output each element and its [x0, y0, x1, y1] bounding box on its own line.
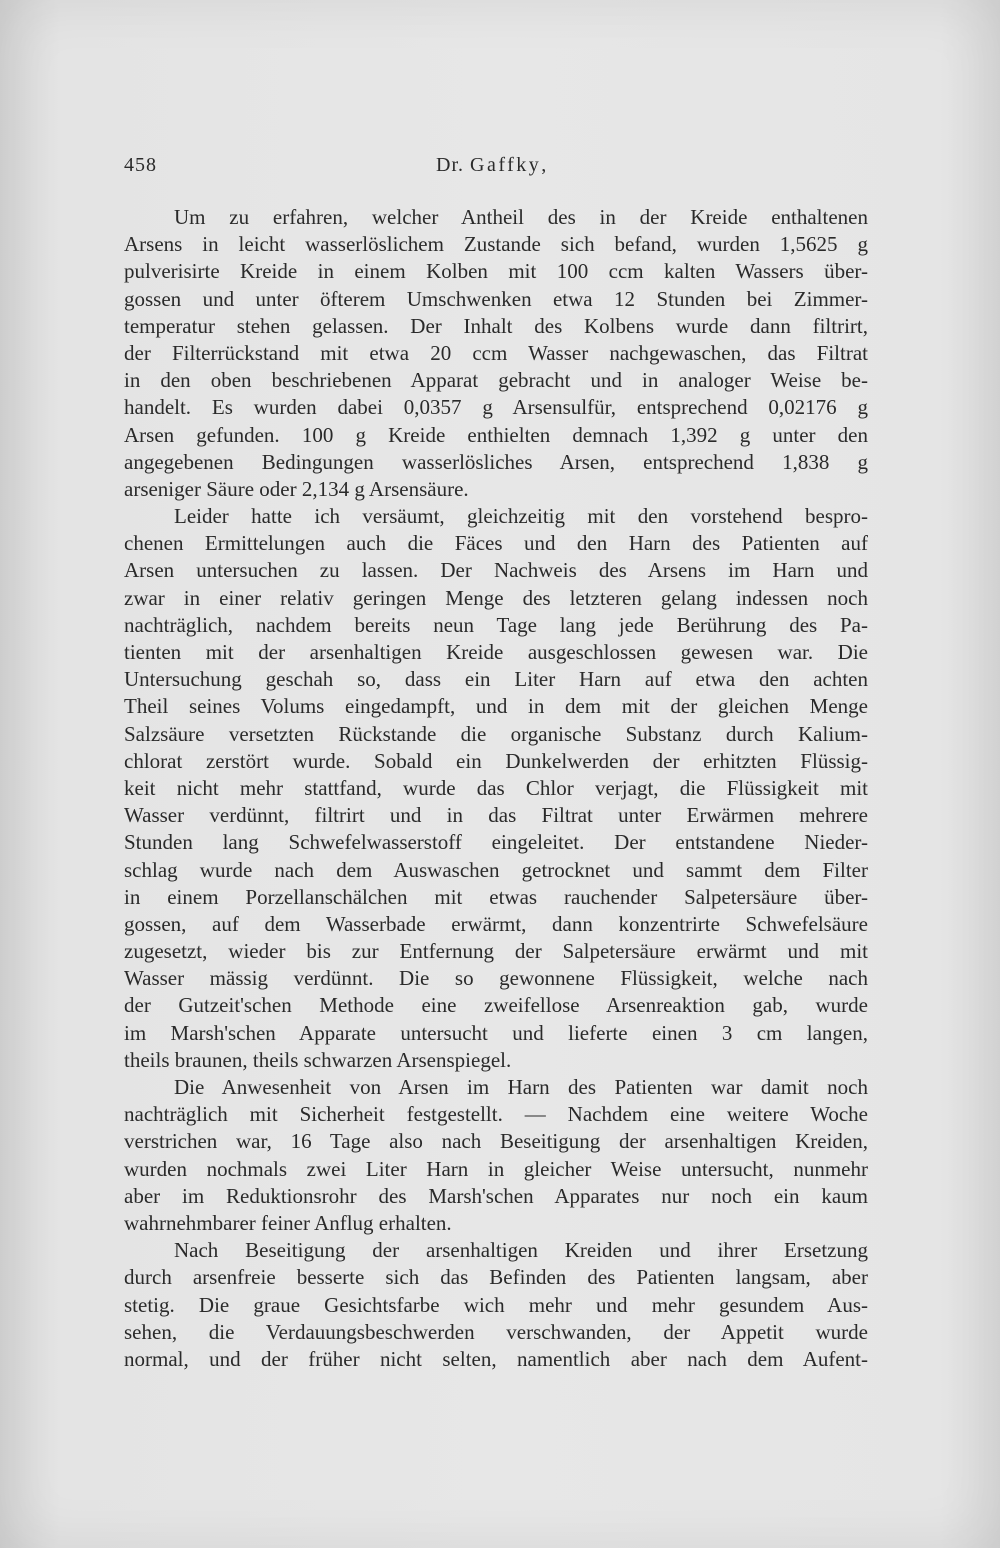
text-line: wahrnehmbarer feiner Anflug erhalten.: [124, 1210, 452, 1235]
text-line: normal, und der früher nicht selten, namentlich aber nach dem Aufent-: [124, 1346, 868, 1371]
author-name: Gaffky: [470, 154, 542, 176]
text-line: Wasser verdünnt, filtrirt und in das Filtrat unter Erwärmen mehrere: [124, 803, 868, 828]
text-line: angegebenen Bedingungen wasserlösliches Arsen, entsprechend 1,838 g: [124, 449, 868, 474]
text-line: der Filterrückstand mit etwa 20 ccm Wasser nachgewaschen, das Filtrat: [124, 340, 868, 365]
text-line: keit nicht mehr stattfand, wurde das Chlor verjagt, die Flüssigkeit mit: [124, 775, 868, 800]
text-line: aber im Reduktionsrohr des Marsh'schen Apparates nur noch ein kaum: [124, 1183, 868, 1208]
text-line: gossen, auf dem Wasserbade erwärmt, dann konzentrirte Schwefelsäure: [124, 911, 868, 936]
text-line: Die Anwesenheit von Arsen im Harn des Patienten war damit noch: [174, 1075, 868, 1099]
text-line: gossen und unter öfterem Umschwenken etwa 12 Stunden bei Zimmer-: [124, 286, 868, 311]
text-line: durch arsenfreie besserte sich das Befinden des Patienten langsam, aber: [124, 1265, 868, 1290]
text-line: nachträglich, nachdem bereits neun Tage lang jede Berührung des Pa-: [124, 612, 868, 637]
text-line: verstrichen war, 16 Tage also nach Beseitigung der arsenhaltigen Kreiden,: [124, 1129, 868, 1154]
text-line: im Marsh'schen Apparate untersucht und lieferte einen 3 cm langen,: [124, 1020, 868, 1045]
text-line: zugesetzt, wieder bis zur Entfernung der Salpetersäure erwärmt und mit: [124, 939, 868, 964]
text-line: chlorat zerstört wurde. Sobald ein Dunkelwerden der erhitzten Flüssig-: [124, 748, 868, 773]
text-line: zwar in einer relativ geringen Menge des letzteren gelang indessen noch: [124, 585, 868, 610]
text-line: Um zu erfahren, welcher Antheil des in der Kreide enthaltenen: [174, 205, 868, 229]
text-line: schlag wurde nach dem Auswaschen getrocknet und sammt dem Filter: [124, 857, 868, 882]
text-line: stetig. Die graue Gesichtsfarbe wich mehr und mehr gesundem Aus-: [124, 1292, 868, 1317]
text-line: der Gutzeit'schen Methode eine zweifellose Arsenreaktion gab, wurde: [124, 993, 868, 1018]
body-text: [124, 204, 868, 1373]
text-line: Leider hatte ich versäumt, gleichzeitig mit den vorstehend bespro-: [174, 504, 868, 529]
paragraph-3: [124, 1074, 868, 1237]
paragraph-2: [124, 503, 868, 1074]
text-line: wurden nochmals zwei Liter Harn in gleicher Weise untersucht, nunmehr: [124, 1156, 868, 1181]
text-line: Untersuchung geschah so, dass ein Liter Harn auf etwa den achten: [124, 667, 868, 692]
text-line: tienten mit der arsenhaltigen Kreide ausgeschlossen gewesen war. Die: [124, 640, 868, 664]
text-line: in den oben beschriebenen Apparat gebracht und in analoger Weise be-: [124, 368, 868, 393]
text-line: temperatur stehen gelassen. Der Inhalt des Kolbens wurde dann filtrirt,: [124, 313, 868, 338]
text-line: nachträglich mit Sicherheit festgestellt. — Nachdem eine weitere Woche: [124, 1102, 868, 1127]
paragraph-4: [124, 1237, 868, 1373]
text-line: Arsen untersuchen zu lassen. Der Nachweis des Arsens im Harn und: [124, 558, 868, 583]
text-line: Salzsäure versetzten Rückstande die organische Substanz durch Kalium-: [124, 721, 868, 746]
running-head: [124, 154, 868, 184]
text-line: chenen Ermittelungen auch die Fäces und den Harn des Patienten auf: [124, 531, 868, 556]
text-line: Theil seines Volums eingedampft, und in dem mit der gleichen Menge: [124, 694, 868, 719]
text-line: Arsen gefunden. 100 g Kreide enthielten demnach 1,392 g unter den: [124, 422, 868, 447]
text-line: Arsens in leicht wasserlöslichem Zustande sich befand, wurden 1,5625 g: [124, 232, 868, 257]
text-line: theils braunen, theils schwarzen Arsenspiegel.: [124, 1047, 512, 1072]
author-suffix: ,: [541, 154, 548, 176]
text-line: Wasser mässig verdünnt. Die so gewonnene Flüssigkeit, welche nach: [124, 966, 868, 991]
paragraph-1: [124, 204, 868, 503]
text-line: arseniger Säure oder 2,134 g Arsensäure.: [124, 476, 469, 501]
text-line: handelt. Es wurden dabei 0,0357 g Arsensulfür, entsprechend 0,02176 g: [124, 395, 868, 420]
text-line: in einem Porzellanschälchen mit etwas rauchender Salpetersäure über-: [124, 884, 868, 909]
author-prefix: Dr.: [436, 154, 470, 176]
text-line: sehen, die Verdauungsbeschwerden verschwanden, der Appetit wurde: [124, 1319, 868, 1344]
text-line: Stunden lang Schwefelwasserstoff eingeleitet. Der entstandene Nieder-: [124, 830, 868, 855]
page-number: 458: [124, 154, 157, 176]
text-line: pulverisirte Kreide in einem Kolben mit 100 ccm kalten Wassers über-: [124, 259, 868, 284]
author-heading: [436, 154, 547, 177]
text-line: Nach Beseitigung der arsenhaltigen Kreiden und ihrer Ersetzung: [174, 1238, 868, 1263]
